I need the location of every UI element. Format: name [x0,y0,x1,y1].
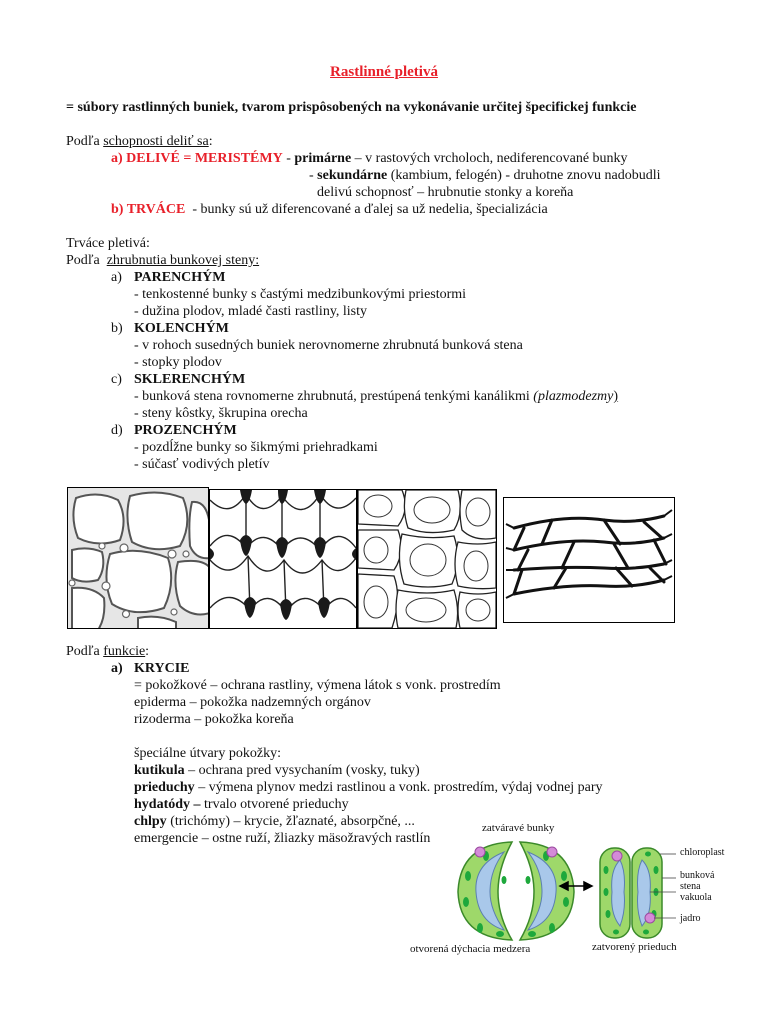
item-marker-c: c) [111,372,122,387]
prieduchy-desc: – výmena plynov medzi rastlinou a vonk. prostredím, výdaj vodnej pary [194,780,603,795]
division-2-heading: Trváce pletivá: [66,236,150,251]
sclerenchyma-drawing [358,490,496,628]
secondary-term: sekundárne [317,168,388,183]
krycie-line-2: epiderma – pokožka nadzemných orgánov [134,695,371,710]
plasmodesmata-term: (plazmodezmy [533,389,614,404]
special-kutikula [134,762,420,779]
sclerenchyma-image [357,489,497,629]
sclerenchyma-desc: - bunková stena rovnomerne zhrubnutá, prestúpená tenkými kanálikmi [134,389,534,404]
meristem-dash: - [282,151,295,166]
kutikula-term: kutikula [134,763,185,778]
prosenchyma-line-1: - pozdĺžne bunky so šikmými priehradkami [134,440,378,455]
secondary-cont: delivú schopnosť – hrubnutie stonky a koreňa [317,185,574,200]
division-2-link: zhrubnutia bunkovej steny: [106,253,260,268]
label-guard-cells: zatváravé bunky [482,822,555,834]
division-1-suffix: : [208,134,213,149]
label-closed-stoma: zatvorený prieduch [592,941,677,953]
hydatody-term: hydatódy – [134,797,201,812]
sclerenchyma-close: ) [613,389,619,404]
label-wall-2: stena [680,881,701,892]
krycie-name: KRYCIE [134,661,190,676]
closed-stoma [600,848,662,938]
prieduchy-term: prieduchy [134,780,195,795]
krycie-line-1: = pokožkové – ochrana rastliny, výmena látok s vonk. prostredím [134,678,501,693]
item-marker-a: a) [111,270,122,285]
prosenchyma-image [503,497,675,623]
meristem-label: a) DELIVÉ = MERISTÉMY [111,151,283,166]
division-1-heading [66,133,213,150]
item-marker-krycie: a) [111,661,123,676]
division-1-prefix: Podľa [66,134,104,149]
definition: = súbory rastlinných buniek, tvarom prispôsobených na vykonávanie určitej špecifickej funkcie [66,100,637,115]
division-3-suffix: : [145,644,150,659]
primary-desc: – v rastových vrcholoch, nediferencované bunky [351,151,628,166]
label-vacuole: vakuola [680,892,712,903]
parenchyma-image [67,487,209,629]
sclerenchyma-line-2: - steny kôstky, škrupina orecha [134,406,308,421]
secondary-dash: - [309,168,318,183]
special-chlpy [134,813,415,830]
division-2-sub [66,252,259,269]
division-1-link: schopnosti deliť sa [103,134,209,149]
parenchyma-line-1: - tenkostenné bunky s častými medzibunkovými priestormi [134,287,467,302]
emergencie-desc: emergencie – ostne ruží, žliazky mäsožravých rastlín [134,831,431,846]
secondary-line [309,167,661,184]
secondary-desc: (kambium, felogén) - druhotne znovu nadobudli [387,168,661,183]
special-prieduchy [134,779,603,796]
meristem-line [111,150,628,167]
page-title: Rastlinné pletivá [330,64,438,80]
prosenchyma-line-2: - súčasť vodivých pletív [134,457,270,472]
double-arrow-icon [560,882,592,890]
prosenchyma-name: PROZENCHÝM [134,423,237,438]
kutikula-desc: – ochrana pred vysychaním (vosky, tuky) [184,763,420,778]
label-open-stoma: otvorená dýchacia medzera [410,943,531,955]
collenchyma-image [209,489,357,629]
chlpy-desc: (trichómy) – krycie, žľaznaté, absorpčné, ... [166,814,415,829]
sclerenchyma-name: SKLERENCHÝM [134,372,246,387]
collenchyma-name: KOLENCHÝM [134,321,229,336]
label-nucleus: jadro [680,913,701,924]
division-3-heading [66,643,149,660]
permanent-desc: - bunky sú už diferencované a ďalej sa už nedelia, špecializácia [185,202,548,217]
chlpy-term: chlpy [134,814,167,829]
parenchyma-drawing [68,488,208,628]
primary-term: primárne [294,151,352,166]
open-stoma [458,842,574,940]
special-hydatody [134,796,349,813]
collenchyma-line-1: - v rohoch susedných buniek nerovnomerne zhrubnutá bunková stena [134,338,523,353]
hydatody-desc: trvalo otvorené prieduchy [200,797,349,812]
label-chloroplast: chloroplast [680,847,725,858]
division-3-link: funkcie [103,644,146,659]
item-marker-d: d) [111,423,123,438]
division-3-prefix: Podľa [66,644,104,659]
item-marker-b: b) [111,321,123,336]
parenchyma-name: PARENCHÝM [134,270,226,285]
special-heading: špeciálne útvary pokožky: [134,746,281,761]
parenchyma-line-2: - dužina plodov, mladé časti rastliny, listy [134,304,368,319]
permanent-line [111,201,548,218]
division-2-prefix: Podľa [66,253,107,268]
collenchyma-line-2: - stopky plodov [134,355,222,370]
label-wall-1: bunková [680,870,715,881]
collenchyma-drawing [210,490,356,628]
sclerenchyma-line-1 [134,388,618,405]
permanent-label: b) TRVÁCE [111,202,186,217]
prosenchyma-drawing [504,498,674,622]
special-emergencie [134,830,430,847]
krycie-line-3: rizoderma – pokožka koreňa [134,712,294,727]
